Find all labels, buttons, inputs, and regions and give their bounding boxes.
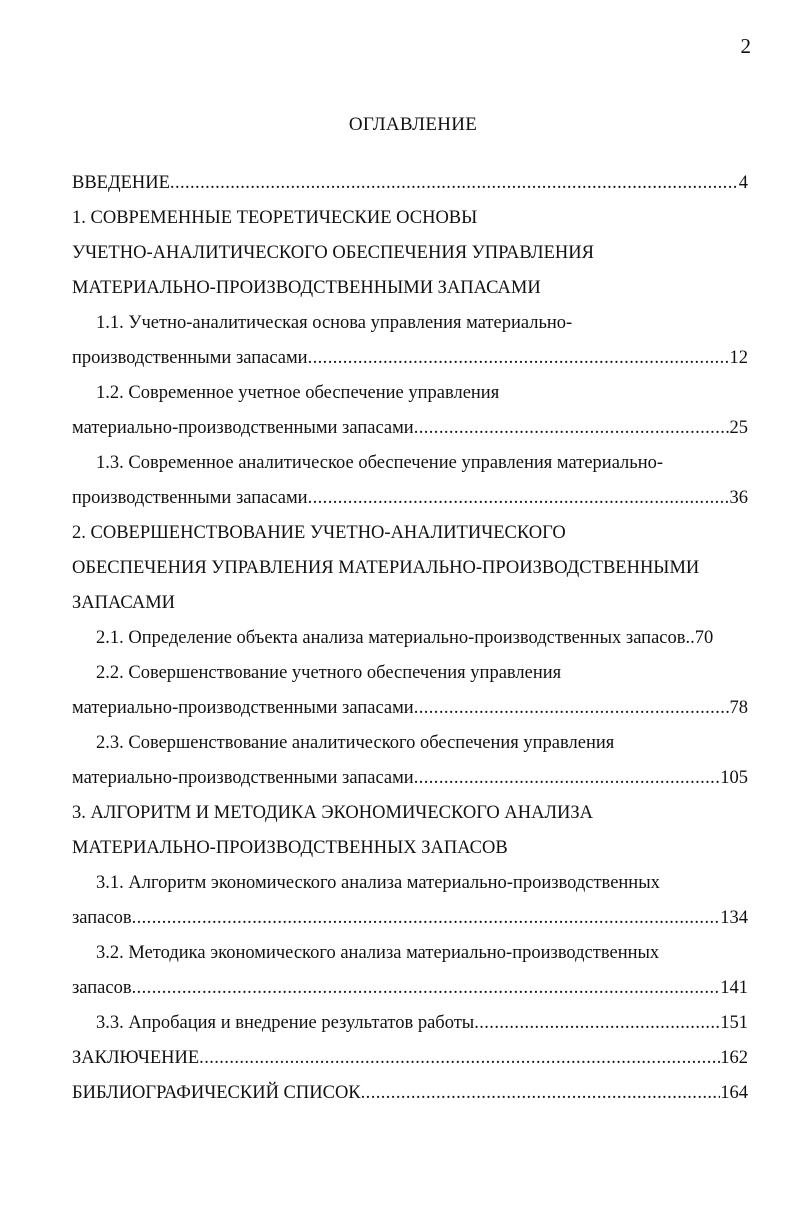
- toc-entry-text: 3.3. Апробация и внедрение результатов работы: [96, 1013, 475, 1033]
- toc-page-number: 4: [738, 173, 748, 193]
- toc-entry-3-3: [72, 1006, 748, 1041]
- toc-entry-text: ВВЕДЕНИЕ: [72, 173, 170, 193]
- toc-page-number: 12: [729, 348, 748, 368]
- toc-entry-1-1: [72, 341, 748, 376]
- toc-page-number: 105: [720, 768, 748, 788]
- toc-entry-text: материально-производственными запасами: [72, 698, 414, 718]
- toc-entry-1-2: [72, 411, 748, 446]
- toc-entry-2-1: 2.1. Определение объекта анализа материально-производственных запасов..70: [96, 628, 714, 648]
- toc-page-number: 36: [729, 488, 748, 508]
- toc-entry-1-3: [72, 481, 748, 516]
- chapter-1-heading: МАТЕРИАЛЬНО-ПРОИЗВОДСТВЕННЫМИ ЗАПАСАМИ: [72, 278, 541, 298]
- dot-leader: [132, 901, 721, 936]
- toc-entry-text: БИБЛИОГРАФИЧЕСКИЙ СПИСОК: [72, 1083, 361, 1103]
- table-of-contents: [72, 166, 748, 1111]
- dot-leader: [132, 971, 721, 1006]
- chapter-2-heading: 2. СОВЕРШЕНСТВОВАНИЕ УЧЕТНО-АНАЛИТИЧЕСКОГО: [72, 523, 566, 543]
- toc-entry-text: ЗАКЛЮЧЕНИЕ: [72, 1048, 200, 1068]
- dot-leader: [414, 411, 730, 446]
- toc-page-number: 141: [720, 978, 748, 998]
- toc-page-number: 162: [720, 1048, 748, 1068]
- section-1-3-title: 1.3. Современное аналитическое обеспечение управления материально-: [96, 453, 664, 473]
- toc-entry-text: материально-производственными запасами: [72, 418, 414, 438]
- dot-leader: [170, 166, 739, 201]
- toc-page-number: 78: [729, 698, 748, 718]
- toc-entry-2-2: [72, 691, 748, 726]
- section-2-2-title: 2.2. Совершенствование учетного обеспечения управления: [96, 663, 562, 683]
- toc-page-number: 151: [720, 1013, 748, 1033]
- chapter-2-heading: ОБЕСПЕЧЕНИЯ УПРАВЛЕНИЯ МАТЕРИАЛЬНО-ПРОИЗВОДСТВЕННЫМИ: [72, 558, 700, 578]
- section-1-1-title: 1.1. Учетно-аналитическая основа управления материально-: [96, 313, 573, 333]
- toc-page-number: 164: [720, 1083, 748, 1103]
- section-3-2-title: 3.2. Методика экономического анализа материально-производственных: [96, 943, 660, 963]
- toc-entry-2-3: [72, 761, 748, 796]
- chapter-1-heading: 1. СОВРЕМЕННЫЕ ТЕОРЕТИЧЕСКИЕ ОСНОВЫ: [72, 208, 478, 228]
- toc-entry-text: запасов: [72, 978, 132, 998]
- toc-entry-bibliography: [72, 1076, 748, 1111]
- dot-leader: [414, 761, 721, 796]
- chapter-3-heading: 3. АЛГОРИТМ И МЕТОДИКА ЭКОНОМИЧЕСКОГО АНАЛИЗА: [72, 803, 594, 823]
- dot-leader: [414, 691, 730, 726]
- toc-page-number: 25: [729, 418, 748, 438]
- toc-entry-3-2: [72, 971, 748, 1006]
- section-3-1-title: 3.1. Алгоритм экономического анализа материально-производственных: [96, 873, 660, 893]
- dot-leader: [361, 1076, 721, 1111]
- toc-entry-conclusion: [72, 1041, 748, 1076]
- toc-page-number: 134: [720, 908, 748, 928]
- section-1-2-title: 1.2. Современное учетное обеспечение управления: [96, 383, 500, 403]
- toc-entry-intro: [72, 166, 748, 201]
- toc-entry-text: производственными запасами: [72, 348, 308, 368]
- dot-leader: [474, 1006, 720, 1041]
- dot-leader: [308, 481, 730, 516]
- chapter-1-heading: УЧЕТНО-АНАЛИТИЧЕСКОГО ОБЕСПЕЧЕНИЯ УПРАВЛЕНИЯ: [72, 243, 594, 263]
- toc-entry-text: запасов: [72, 908, 132, 928]
- toc-entry-3-1: [72, 901, 748, 936]
- page-number: 2: [740, 34, 751, 58]
- page-title: ОГЛАВЛЕНИЕ: [348, 114, 478, 135]
- dot-leader: [308, 341, 730, 376]
- toc-entry-text: материально-производственными запасами: [72, 768, 414, 788]
- toc-entry-text: производственными запасами: [72, 488, 308, 508]
- dot-leader: [199, 1041, 720, 1076]
- chapter-3-heading: МАТЕРИАЛЬНО-ПРОИЗВОДСТВЕННЫХ ЗАПАСОВ: [72, 838, 508, 858]
- chapter-2-heading: ЗАПАСАМИ: [72, 593, 176, 613]
- section-2-3-title: 2.3. Совершенствование аналитического обеспечения управления: [96, 733, 615, 753]
